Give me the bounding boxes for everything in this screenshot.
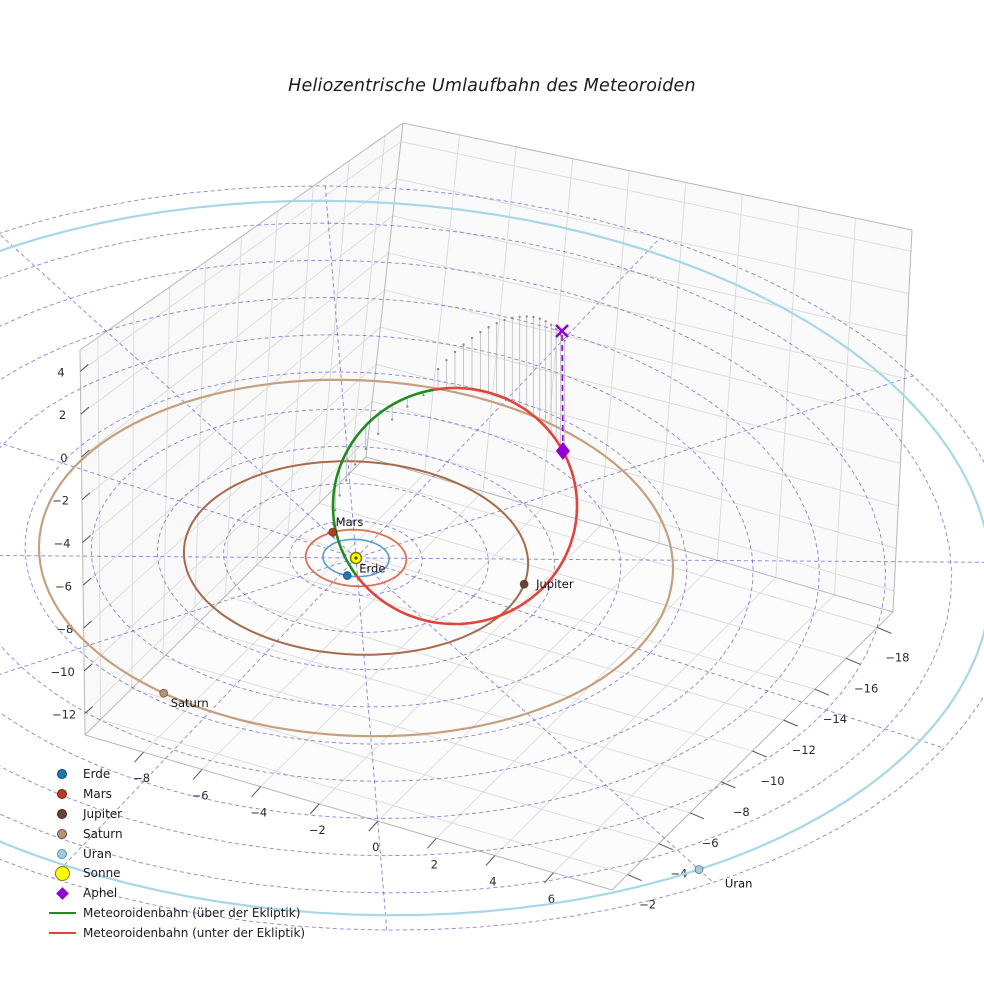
y-tick-label: −16: [854, 681, 879, 696]
x-tick-label: −6: [191, 788, 209, 803]
aphel-diamond-icon: [44, 889, 80, 898]
z-tick-label: −8: [56, 622, 74, 637]
y-tick-label: −12: [791, 743, 816, 758]
legend-item-jupiter: Jupiter: [44, 804, 305, 824]
legend-item-meteoroid-above: Meteoroidenbahn (über der Ekliptik): [44, 903, 305, 923]
legend-item-sonne: Sonne: [44, 863, 305, 883]
z-tick-label: 2: [58, 408, 67, 423]
x-tick-label: −4: [250, 805, 268, 820]
chart-title: Heliozentrische Umlaufbahn des Meteoroiden: [288, 76, 696, 96]
x-tick-label: −8: [133, 771, 151, 786]
jupiter-label: Jupiter: [536, 577, 574, 592]
uran-label: Uran: [724, 876, 753, 891]
y-tick-label: −18: [885, 650, 910, 665]
saturn-label: Saturn: [170, 696, 209, 711]
mars-marker: [329, 528, 337, 536]
x-tick-label: −2: [308, 822, 326, 837]
y-tick-label: −2: [639, 897, 657, 912]
legend-item-erde: Erde: [44, 764, 305, 784]
z-tick-label: 0: [60, 450, 68, 465]
erde-label: Erde: [359, 561, 386, 576]
x-tick-label: 6: [547, 891, 556, 906]
jupiter-marker: [520, 580, 528, 588]
y-tick-label: −4: [670, 866, 688, 881]
legend-item-uran: Uran: [44, 844, 305, 864]
legend-item-saturn: Saturn: [44, 824, 305, 844]
legend-item-meteoroid-below: Meteoroidenbahn (unter der Ekliptik): [44, 923, 305, 943]
sonne-marker-icon: [44, 866, 80, 881]
uran-marker: [695, 866, 703, 874]
y-tick-label: −6: [701, 835, 719, 850]
jupiter-marker-icon: [44, 809, 80, 819]
green-line-icon: [44, 912, 80, 915]
y-tick-label: −14: [822, 712, 848, 727]
x-tick-label: 4: [489, 874, 497, 889]
z-tick-label: 4: [57, 365, 65, 380]
z-tick-label: −10: [50, 664, 75, 679]
y-tick-label: −10: [760, 774, 785, 788]
saturn-marker: [160, 689, 168, 697]
uran-marker-icon: [44, 849, 80, 859]
y-tick-label: −8: [732, 804, 750, 819]
z-tick-label: −6: [54, 579, 72, 594]
saturn-marker-icon: [44, 829, 80, 839]
legend-item-aphel: Aphel: [44, 883, 305, 903]
z-tick-label: −4: [53, 536, 71, 551]
x-tick-label: 0: [372, 840, 380, 855]
legend: [44, 764, 305, 943]
legend-item-mars: Mars: [44, 784, 305, 804]
x-tick-label: 2: [430, 857, 438, 872]
z-tick-label: −2: [52, 493, 70, 508]
erde-marker-icon: [44, 769, 80, 779]
z-tick-label: −12: [51, 707, 77, 722]
red-line-icon: [44, 932, 80, 935]
erde-marker: [343, 572, 351, 580]
mars-marker-icon: [44, 789, 80, 799]
mars-label: Mars: [335, 515, 364, 530]
